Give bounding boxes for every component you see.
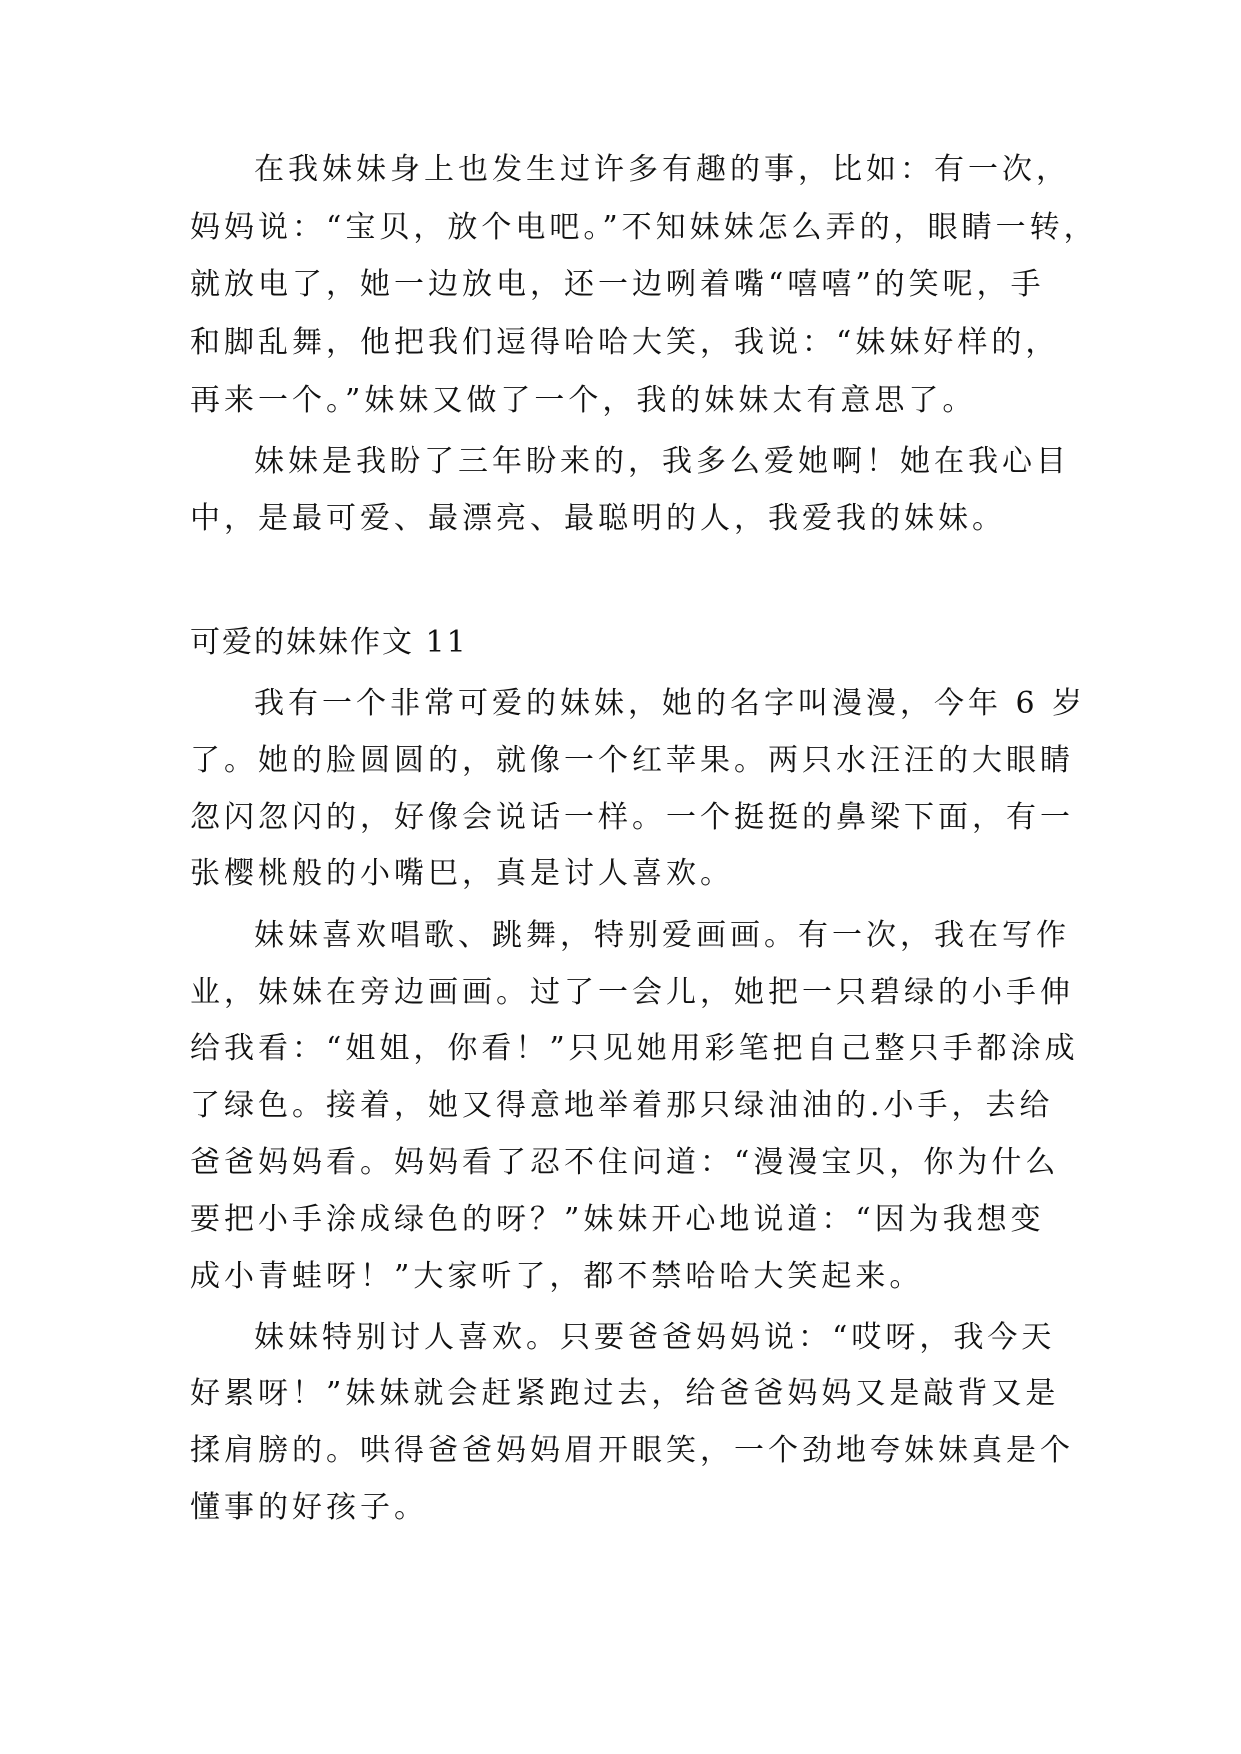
paragraph-line: 我有一个非常可爱的妹妹，她的名字叫漫漫，今年 6 岁 — [254, 686, 1087, 721]
paragraph-line: 张樱桃般的小嘴巴，真是讨人喜欢。 — [190, 856, 734, 891]
paragraph-line: 给我看：“姐姐，你看！”只见她用彩笔把自己整只手都涂成 — [190, 1031, 1079, 1066]
paragraph-line: 妹妹是我盼了三年盼来的，我多么爱她啊！她在我心目 — [254, 444, 1070, 479]
paragraph-line: 成小青蛙呀！”大家听了，都不禁哈哈大笑起来。 — [190, 1259, 924, 1294]
paragraph-line: 再来一个。”妹妹又做了一个，我的妹妹太有意思了。 — [190, 383, 977, 418]
paragraph-line: 妹妹喜欢唱歌、跳舞，特别爱画画。有一次，我在写作 — [254, 918, 1070, 953]
paragraph-line: 就放电了，她一边放电，还一边咧着嘴“嘻嘻”的笑呢，手 — [190, 267, 1045, 302]
paragraph-line: 在我妹妹身上也发生过许多有趣的事，比如：有一次， — [254, 152, 1070, 187]
paragraph-line: 了。她的脸圆圆的，就像一个红苹果。两只水汪汪的大眼睛 — [190, 743, 1074, 778]
paragraph-line: 业，妹妹在旁边画画。过了一会儿，她把一只碧绿的小手伸 — [190, 975, 1074, 1010]
paragraph-line: 好累呀！”妹妹就会赶紧跑过去，给爸爸妈妈又是敲背又是 — [190, 1376, 1060, 1411]
paragraph-line: 和脚乱舞，他把我们逗得哈哈大笑，我说：“妹妹好样的， — [190, 325, 1060, 360]
paragraph-line: 妈妈说：“宝贝，放个电吧。”不知妹妹怎么弄的，眼睛一转， — [190, 210, 1098, 245]
paragraph-line: 了绿色。接着，她又得意地举着那只绿油油的.小手，去给 — [190, 1088, 1054, 1123]
paragraph-line: 妹妹特别讨人喜欢。只要爸爸妈妈说：“哎呀，我今天 — [254, 1320, 1056, 1355]
paragraph-line: 懂事的好孩子。 — [190, 1490, 428, 1525]
paragraph-line: 忽闪忽闪的，好像会说话一样。一个挺挺的鼻梁下面，有一 — [190, 800, 1074, 835]
paragraph-line: 揉肩膀的。哄得爸爸妈妈眉开眼笑，一个劲地夸妹妹真是个 — [190, 1433, 1074, 1468]
paragraph-line: 要把小手涂成绿色的呀？”妹妹开心地说道：“因为我想变 — [190, 1202, 1045, 1237]
section-title: 可爱的妹妹作文 11 — [190, 625, 468, 660]
paragraph-line: 爸爸妈妈看。妈妈看了忍不住问道：“漫漫宝贝，你为什么 — [190, 1145, 1060, 1180]
paragraph-line: 中，是最可爱、最漂亮、最聪明的人，我爱我的妹妹。 — [190, 501, 1006, 536]
